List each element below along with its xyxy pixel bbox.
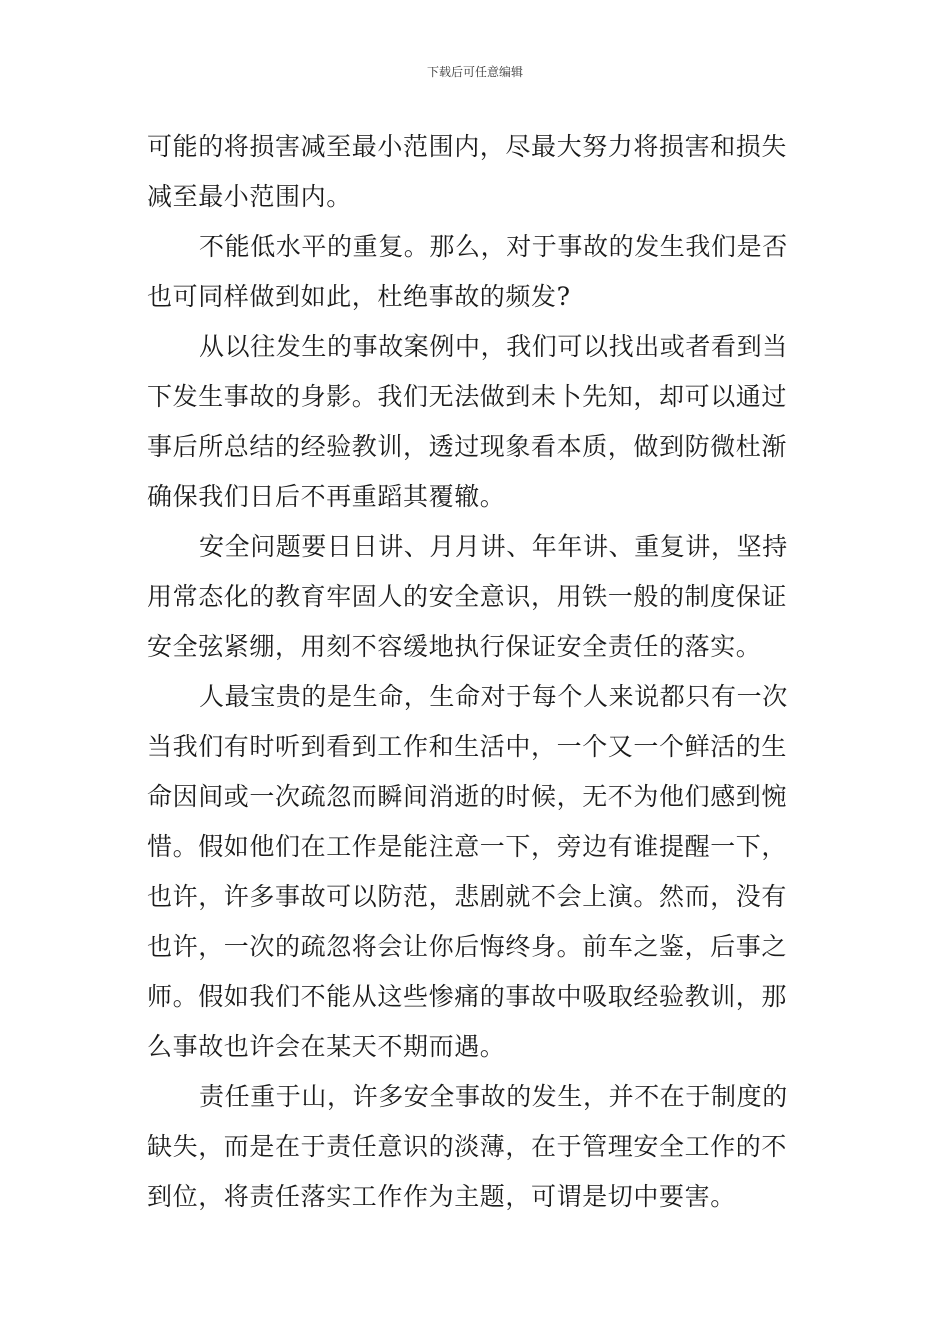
text-line: 也许，许多事故可以防范，悲剧就不会上演。然而，没有 [147, 882, 788, 911]
text-line: 下发生事故的身影。我们无法做到未卜先知，却可以通过 [147, 382, 788, 411]
text-line: 事后所总结的经验教训，透过现象看本质，做到防微杜渐 [147, 432, 788, 461]
paragraph [147, 1072, 811, 1222]
paragraph [147, 522, 811, 672]
text-line: 安全问题要日日讲、月月讲、年年讲、重复讲，坚持 [199, 532, 788, 561]
text-line: 缺失，而是在于责任意识的淡薄，在于管理安全工作的不 [147, 1132, 788, 1161]
paragraph [147, 222, 811, 322]
text-line: 用常态化的教育牢固人的安全意识，用铁一般的制度保证 [147, 582, 788, 611]
text-line: 也许，一次的疏忽将会让你后悔终身。前车之鉴，后事之 [147, 932, 788, 961]
text-line: 安全弦紧绷，用刻不容缓地执行保证安全责任的落实。 [147, 632, 762, 661]
text-line: 师。假如我们不能从这些惨痛的事故中吸取经验教训，那 [147, 982, 788, 1011]
document-body [147, 122, 811, 1222]
text-line: 人最宝贵的是生命，生命对于每个人来说都只有一次 [199, 682, 788, 711]
text-line: 命因间或一次疏忽而瞬间消逝的时候，无不为他们感到惋 [147, 782, 788, 811]
text-line: 不能低水平的重复。那么，对于事故的发生我们是否 [199, 232, 788, 261]
text-line: 减至最小范围内。 [147, 182, 352, 211]
text-line: 么事故也许会在某天不期而遇。 [147, 1032, 506, 1061]
page-header: 下载后可任意编辑 [426, 65, 523, 79]
text-line: 也可同样做到如此，杜绝事故的频发? [147, 282, 571, 311]
text-line: 从以往发生的事故案例中，我们可以找出或者看到当 [199, 332, 788, 361]
text-line: 确保我们日后不再重蹈其覆辙。 [147, 482, 506, 511]
paragraph [147, 122, 811, 222]
text-line: 惜。假如他们在工作是能注意一下，旁边有谁提醒一下， [147, 832, 788, 861]
paragraph [147, 322, 811, 522]
paragraph [147, 672, 811, 1072]
text-line: 到位，将责任落实工作作为主题，可谓是切中要害。 [147, 1182, 736, 1211]
text-line: 可能的将损害减至最小范围内，尽最大努力将损害和损失 [147, 132, 788, 161]
text-line: 责任重于山，许多安全事故的发生，并不在于制度的 [199, 1082, 788, 1111]
text-line: 当我们有时听到看到工作和生活中，一个又一个鲜活的生 [147, 732, 788, 761]
